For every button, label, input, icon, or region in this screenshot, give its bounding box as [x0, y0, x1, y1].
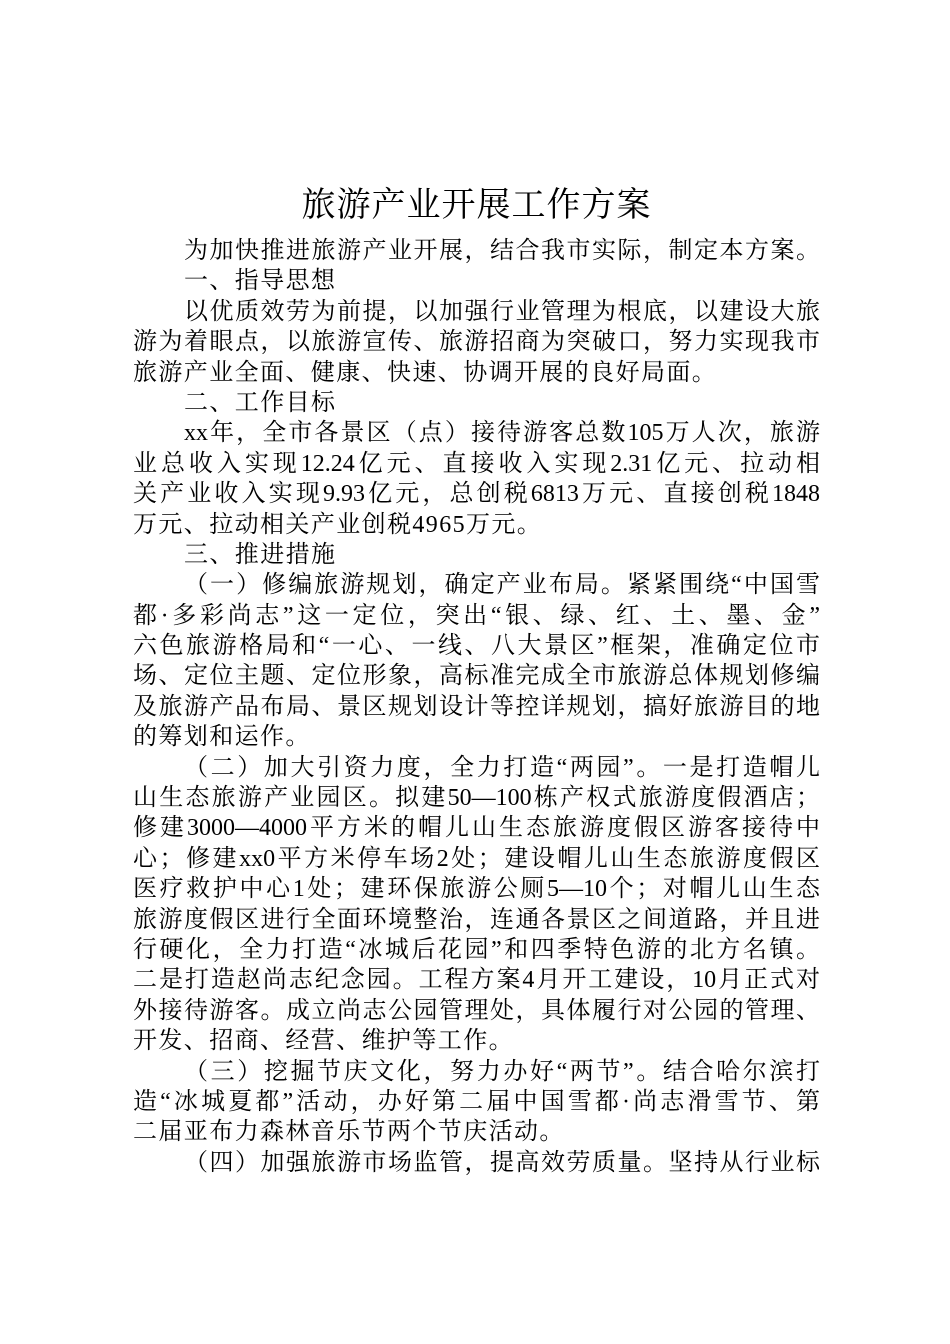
paragraph-line: 的筹划和运作。	[133, 724, 311, 751]
paragraph-line: 旅游产业全面、健康、快速、协调开展的良好局面。	[133, 359, 718, 386]
section-heading-measures: 三、推进措施	[184, 541, 337, 568]
paragraph-line: 以优质效劳为前提，以加强行业管理为根底，以建设大旅	[184, 298, 820, 325]
intro-paragraph	[133, 236, 820, 266]
paragraph-line: 二届亚布力森林音乐节两个节庆活动。	[133, 1119, 565, 1146]
paragraph-line: 修建3000—4000平方米的帽儿山生态旅游度假区游客接待中	[133, 815, 820, 842]
measure-1-paragraph	[133, 570, 820, 752]
paragraph-line: 业总收入实现12.24亿元、直接收入实现2.31亿元、拉动相	[133, 450, 820, 477]
paragraph-line: 游为着眼点，以旅游宣传、旅游招商为突破口，努力实现我市	[133, 329, 820, 356]
paragraph-line: （二）加大引资力度，全力打造“两园”。一是打造帽儿	[184, 754, 820, 781]
paragraph-line: 都·多彩尚志”这一定位，突出“银、绿、红、土、墨、金”	[133, 602, 820, 629]
paragraph-line: 万元、拉动相关产业创税4965万元。	[133, 511, 543, 538]
measure-4-paragraph	[133, 1148, 820, 1178]
paragraph-line: 造“冰城夏都”活动，办好第二届中国雪都·尚志滑雪节、第	[133, 1088, 820, 1115]
paragraph-line: 及旅游产品布局、景区规划设计等控详规划，搞好旅游目的地	[133, 693, 820, 720]
document-body	[133, 236, 820, 1178]
paragraph-line: 开发、招商、经营、维护等工作。	[133, 1028, 514, 1055]
section-heading-guiding-thought: 一、指导思想	[184, 268, 337, 295]
paragraph-line: 为加快推进旅游产业开展，结合我市实际，制定本方案。	[184, 238, 820, 264]
paragraph-line: （三）挖掘节庆文化，努力办好“两节”。结合哈尔滨打	[184, 1058, 820, 1085]
paragraph-line: 医疗救护中心1处；建环保旅游公厕5—10个；对帽儿山生态	[133, 876, 820, 903]
paragraph-line: xx年，全市各景区（点）接待游客总数105万人次，旅游	[184, 420, 820, 447]
paragraph-line: 场、定位主题、定位形象，高标准完成全市旅游总体规划修编	[133, 663, 820, 690]
document-title: 旅游产业开展工作方案	[301, 187, 652, 224]
paragraph-line: 旅游度假区进行全面环境整治，连通各景区之间道路，并且进	[133, 906, 820, 933]
paragraph-line: 六色旅游格局和“一心、一线、八大景区”框架，准确定位市	[133, 633, 820, 660]
paragraph-line: （一）修编旅游规划，确定产业布局。紧紧围绕“中国雪	[184, 572, 820, 599]
paragraph-line: 二是打造赵尚志纪念园。工程方案4月开工建设，10月正式对	[133, 967, 820, 994]
paragraph-line: 心；修建xx0平方米停车场2处；建设帽儿山生态旅游度假区	[133, 845, 820, 872]
measure-3-paragraph	[133, 1057, 820, 1148]
measure-2-paragraph	[133, 753, 820, 1057]
paragraph-line: 关产业收入实现9.93亿元，总创税6813万元、直接创税1848	[133, 481, 820, 508]
paragraph-line: 山生态旅游产业园区。拟建50—100栋产权式旅游度假酒店；	[133, 785, 820, 812]
work-goals-paragraph	[133, 418, 820, 540]
guiding-thought-paragraph	[133, 297, 820, 388]
section-heading-work-goals: 二、工作目标	[184, 389, 337, 416]
paragraph-line: （四）加强旅游市场监管，提高效劳质量。坚持从行业标	[184, 1149, 820, 1176]
paragraph-line: 外接待游客。成立尚志公园管理处，具体履行对公园的管理、	[133, 997, 820, 1024]
paragraph-line: 行硬化，全力打造“冰城后花园”和四季特色游的北方名镇。	[133, 936, 820, 963]
